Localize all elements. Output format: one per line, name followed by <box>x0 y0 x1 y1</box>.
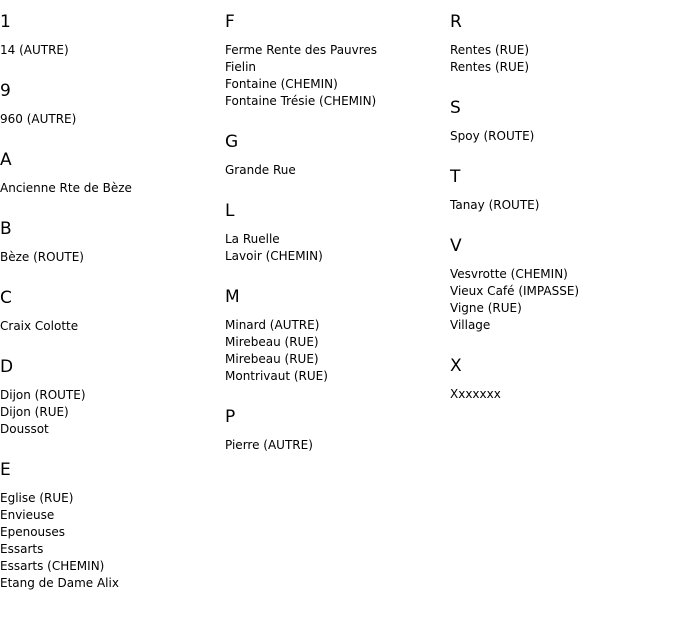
street-list <box>0 249 220 266</box>
street-link[interactable]: Etang de Dame Alix <box>0 576 119 590</box>
street-link[interactable]: La Ruelle <box>225 232 280 246</box>
street-link[interactable]: Minard (AUTRE) <box>225 318 320 332</box>
street-list <box>225 437 445 454</box>
street-link[interactable]: Montrivaut (RUE) <box>225 369 328 383</box>
street-link[interactable]: Vesvrotte (CHEMIN) <box>450 267 568 281</box>
street-link[interactable]: Bèze (ROUTE) <box>0 250 84 264</box>
street-link[interactable]: Essarts <box>0 542 44 556</box>
street-list <box>450 197 670 214</box>
letter-group-p <box>225 407 445 454</box>
street-list <box>225 42 445 110</box>
street-list <box>0 180 220 197</box>
street-link[interactable]: Ancienne Rte de Bèze <box>0 181 132 195</box>
section-heading: S <box>450 98 461 118</box>
street-index-column-2 <box>225 0 445 476</box>
street-index-column-1 <box>0 0 220 614</box>
letter-group-r <box>450 12 670 76</box>
street-link[interactable]: Essarts (CHEMIN) <box>0 559 105 573</box>
letter-group-v <box>450 236 670 334</box>
street-link[interactable]: Epenouses <box>0 525 66 539</box>
letter-group-f <box>225 12 445 110</box>
street-list <box>450 386 670 403</box>
street-link[interactable]: Rentes (RUE) <box>450 43 530 57</box>
street-link[interactable]: Envieuse <box>0 508 55 522</box>
street-link[interactable]: Vigne (RUE) <box>450 301 522 315</box>
street-link[interactable]: Craix Colotte <box>0 319 79 333</box>
street-link[interactable]: Lavoir (CHEMIN) <box>225 249 323 263</box>
street-list <box>450 42 670 76</box>
section-heading: P <box>225 407 236 427</box>
street-list <box>225 162 445 179</box>
section-heading: T <box>450 167 461 187</box>
street-list <box>0 42 220 59</box>
street-link[interactable]: Tanay (ROUTE) <box>450 198 540 212</box>
street-list <box>0 387 220 438</box>
section-heading: L <box>225 201 235 221</box>
street-link[interactable]: Pierre (AUTRE) <box>225 438 313 452</box>
section-heading: F <box>225 12 235 32</box>
street-link[interactable]: Fontaine Trésie (CHEMIN) <box>225 94 377 108</box>
section-heading: A <box>0 150 12 170</box>
section-heading: V <box>450 236 462 256</box>
street-link[interactable]: 14 (AUTRE) <box>0 43 69 57</box>
letter-group-9 <box>0 81 220 128</box>
section-heading: 1 <box>0 12 11 32</box>
street-link[interactable]: Eglise (RUE) <box>0 491 74 505</box>
street-link[interactable]: Ferme Rente des Pauvres <box>225 43 378 57</box>
street-link[interactable]: Spoy (ROUTE) <box>450 129 535 143</box>
street-list <box>450 128 670 145</box>
street-index-column-3 <box>450 0 670 425</box>
section-heading: E <box>0 460 11 480</box>
section-heading: R <box>450 12 462 32</box>
street-list <box>0 490 220 592</box>
street-link[interactable]: Village <box>450 318 491 332</box>
letter-group-b <box>0 219 220 266</box>
street-list <box>225 317 445 385</box>
street-link[interactable]: Vieux Café (IMPASSE) <box>450 284 580 298</box>
letter-group-e <box>0 460 220 592</box>
street-link[interactable]: Rentes (RUE) <box>450 60 530 74</box>
street-link[interactable]: Fielin <box>225 60 257 74</box>
letter-group-a <box>0 150 220 197</box>
street-link[interactable]: Dijon (ROUTE) <box>0 388 86 402</box>
street-link[interactable]: Mirebeau (RUE) <box>225 352 319 366</box>
section-heading: B <box>0 219 12 239</box>
street-link[interactable]: Mirebeau (RUE) <box>225 335 319 349</box>
letter-group-c <box>0 288 220 335</box>
street-link[interactable]: Fontaine (CHEMIN) <box>225 77 338 91</box>
street-link[interactable]: Doussot <box>0 422 49 436</box>
letter-group-1 <box>0 12 220 59</box>
street-list <box>0 111 220 128</box>
letter-group-t <box>450 167 670 214</box>
letter-group-l <box>225 201 445 265</box>
section-heading: D <box>0 357 14 377</box>
street-link[interactable]: 960 (AUTRE) <box>0 112 77 126</box>
street-list <box>225 231 445 265</box>
street-list <box>0 318 220 335</box>
letter-group-x <box>450 356 670 403</box>
section-heading: C <box>0 288 12 308</box>
street-list <box>450 266 670 334</box>
letter-group-g <box>225 132 445 179</box>
section-heading: M <box>225 287 240 307</box>
street-link[interactable]: Grande Rue <box>225 163 296 177</box>
section-heading: 9 <box>0 81 11 101</box>
street-link[interactable]: Xxxxxxx <box>450 387 501 401</box>
letter-group-d <box>0 357 220 438</box>
letter-group-s <box>450 98 670 145</box>
letter-group-m <box>225 287 445 385</box>
section-heading: X <box>450 356 462 376</box>
street-link[interactable]: Dijon (RUE) <box>0 405 69 419</box>
section-heading: G <box>225 132 239 152</box>
